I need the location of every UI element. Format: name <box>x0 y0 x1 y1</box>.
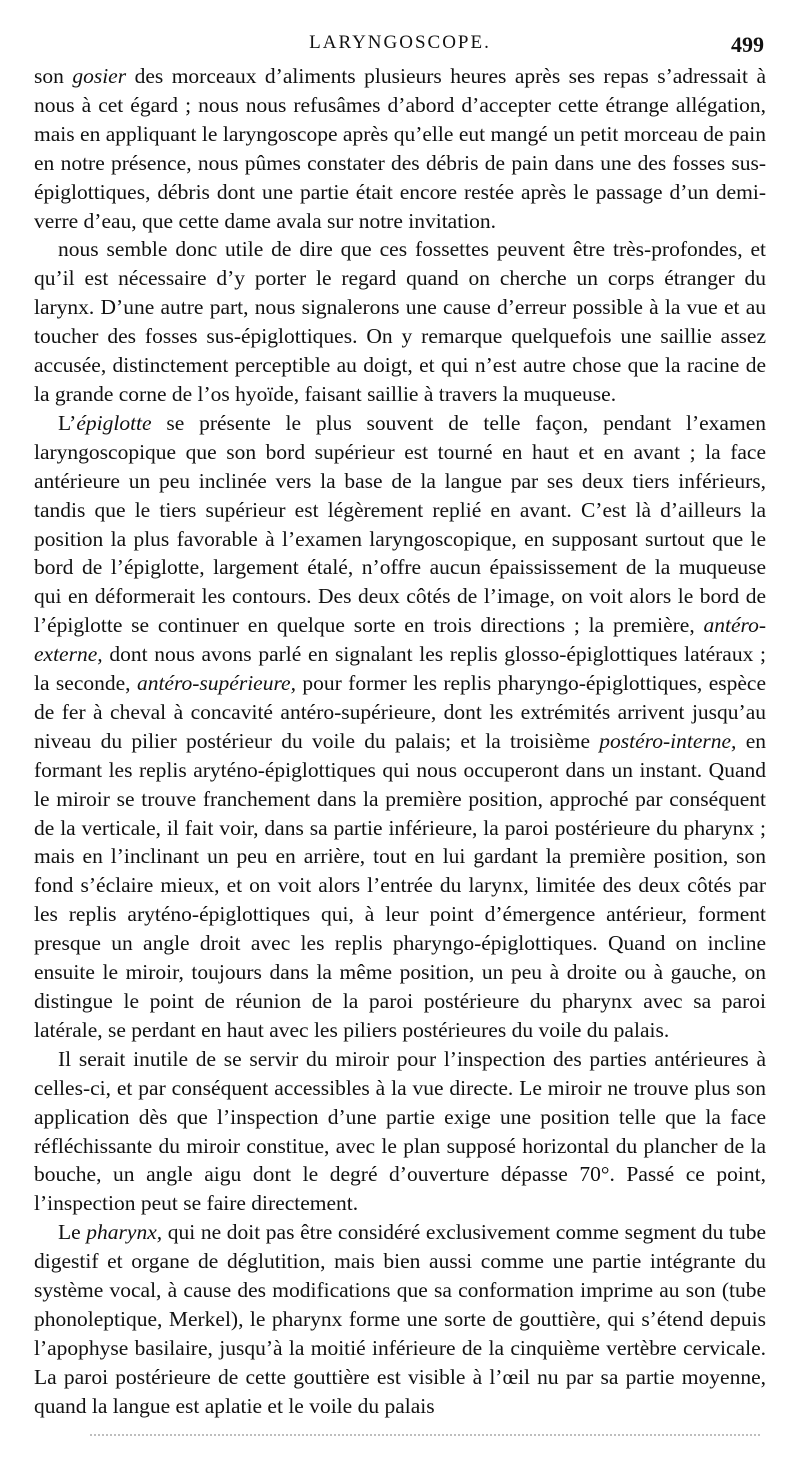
bottom-print-residue <box>90 1434 760 1436</box>
italic-term: gosier <box>72 64 127 88</box>
text-run: Il serait inutile de se servir du miroir pour l’inspection des parties antérieures à celles-ci, et par conséquent accessibles à la vue directe. Le miroir ne trouve plus son application dès que l’inspection d’une partie exige une position telle que la face réfléchissante du miroir constitue, avec le plan supposé horizontal du plancher de la bouche, un angle aigu dont le degré d’ouverture dépasse 70°. Passé ce point, l’inspection peut se faire directement. <box>34 1046 766 1216</box>
page-number: 499 <box>731 32 764 57</box>
body-text <box>34 62 766 1421</box>
paragraph <box>34 409 766 1045</box>
book-page <box>34 24 766 1421</box>
paragraph <box>34 235 766 408</box>
text-run: se présente le plus souvent de telle façon, pendant l’examen laryngoscopique que son bord supérieur est tourné en haut et en avant ; la face antérieure un peu inclinée vers la base de la langue par ses deux tiers inférieurs, tandis que le tiers supérieur est légèrement replié en avant. C’est là d’ailleurs la position la plus favorable à l’examen laryngoscopique, en supposant surtout que le bord de l’épiglotte, largement étalé, n’offre aucun épaississement de la muqueuse qui en déformerait les contours. Des deux côtés de l’image, on voit alors le bord de l’épiglotte se continuer en quelque sorte en trois directions ; la première, <box>34 410 766 638</box>
text-run: L’ <box>58 410 77 435</box>
italic-term: épiglotte <box>76 410 152 435</box>
paragraph <box>34 1045 766 1218</box>
text-run: pour former les replis pharyngo-épiglottiques, espèce de fer à cheval à concavité antéro-supérieure, dont les extrémités arrivent jusqu’au niveau du pilier postérieur du voile du palais; et la troisième <box>34 671 766 753</box>
running-header <box>34 24 766 62</box>
paragraph <box>34 1218 766 1420</box>
italic-term: antéro-supérieure, <box>136 671 296 696</box>
text-run: son <box>34 64 73 88</box>
paragraph <box>34 62 766 235</box>
text-run: en formant les replis aryténo-épiglottiques qui nous occuperont dans un instant. Quand le miroir se trouve franchement dans la première position, approché par conséquent de la verticale, il fait voir, dans sa partie inférieure, la paroi postérieure du pharynx ; mais en l’inclinant un peu en arrière, tout en lui gardant la première position, son fond s’éclaire mieux, et on voit alors l’entrée du larynx, limitée des deux côtés par les replis aryténo-épiglottiques qui, à leur point d’émergence antérieur, forment presque un angle droit avec les replis pharyngo-épiglottiques. Quand on incline ensuite le miroir, toujours dans la même position, un peu à droite ou à gauche, on distingue le point de réunion de la paroi postérieure du pharynx avec sa paroi latérale, se perdant en haut avec les piliers postérieures du voile du palais. <box>34 728 766 1042</box>
italic-term: antéro-externe, <box>34 613 766 667</box>
text-run: Le <box>58 1220 87 1245</box>
italic-term: postéro-interne, <box>599 728 737 753</box>
italic-term: pharynx, <box>86 1220 163 1245</box>
text-run: des morceaux d’aliments plusieurs heures après ses repas s’adressait à nous à cet égard ; nous nous refusâmes d’abord d’accepter cette étrange allégation, mais en appliquant le laryngoscope après qu’elle eut mangé un petit morceau de pain en notre présence, nous pûmes constater des débris de pain dans une des fosses sus-épiglottiques, débris dont une partie était encore restée après le passage d’un demi-verre d’eau, que cette dame avala sur notre invitation. <box>34 64 766 233</box>
running-title: LARYNGOSCOPE. <box>309 32 491 53</box>
text-run: nous semble donc utile de dire que ces fossettes peuvent être très-profondes, et qu’il est nécessaire d’y porter le regard quand on cherche un corps étranger du larynx. D’une autre part, nous signalerons une cause d’erreur possible à la vue et au toucher des fosses sus-épiglottiques. On y remarque quelquefois une saillie assez accusée, distinctement perceptible au doigt, et qui n’est autre chose que la racine de la grande corne de l’os hyoïde, faisant saillie à travers la muqueuse. <box>34 237 766 406</box>
text-run: qui ne doit pas être considéré exclusivement comme segment du tube digestif et organe de déglutition, mais bien aussi comme une partie intégrante du système vocal, à cause des modifications que sa conformation imprime au son (tube phonoleptique, Merkel), le pharynx forme une sorte de gouttière, qui s’étend depuis l’apophyse basilaire, jusqu’à la moitié inférieure de la cinquième vertèbre cervicale. La paroi postérieure de cette gouttière est visible à l’œil nu par sa partie moyenne, quand la langue est aplatie et le voile du palais <box>34 1220 766 1418</box>
text-run: dont nous avons parlé en signalant les replis glosso-épiglottiques latéraux ; la seconde, <box>34 642 766 696</box>
